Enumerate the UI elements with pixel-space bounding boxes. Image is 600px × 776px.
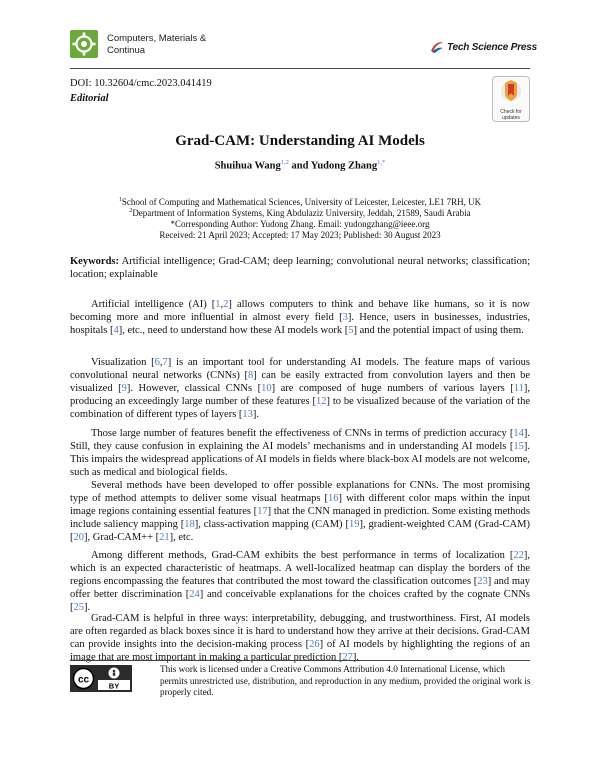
article-type: Editorial — [70, 93, 109, 104]
publisher-logo — [430, 40, 537, 54]
paragraph-text: ]. This impairs the widespread applications of AI models in fields where black-box AI models are not welcome, such as medical and biological fields. — [70, 441, 530, 479]
citation-link[interactable]: 5 — [348, 325, 354, 337]
journal-name-line2: Continua — [107, 45, 146, 56]
journal-name-line1: Computers, Materials & — [107, 33, 207, 44]
author-conjunction: and — [291, 160, 309, 172]
paragraph-text: Several methods have been developed to offer possible explanations for CNNs. The most promising type of method attempts to deliver some visual heatmaps [ — [70, 480, 530, 505]
paragraph-text: ] and the potential impact of using them. — [353, 325, 524, 337]
journal-name — [107, 33, 206, 57]
paragraph-text: ] of AI models by highlighting the regions of an image that are most important in making a particular prediction [ — [70, 639, 530, 664]
person-icon — [113, 670, 116, 673]
citation-link[interactable]: 21 — [159, 532, 170, 544]
affiliation-marker: 2 — [129, 208, 133, 214]
author-affiliation-marker[interactable]: 1,* — [377, 159, 386, 166]
paragraph-text: ], Grad-CAM++ [ — [84, 532, 160, 544]
check-badge-line1: Check for — [500, 109, 522, 115]
paragraph-text: ] allows computers to think and behave like humans, so it is now becoming more and more influential in almost every field [ — [70, 299, 530, 324]
keywords-text: Artificial intelligence; Grad-CAM; deep learning; convolutional neural networks; classification; location; explainable — [70, 256, 530, 280]
body-paragraph — [70, 298, 530, 337]
paragraph-text: ] are composed of huge numbers of various layers [ — [271, 383, 514, 395]
citation-link[interactable]: 19 — [348, 519, 360, 531]
paragraph-text: Artificial intelligence (AI) [ — [91, 299, 216, 310]
body-paragraph — [70, 356, 530, 421]
corresponding-author: *Corresponding Author: Yudong Zhang. Email: yudongzhang@ieee.org — [170, 219, 430, 229]
paragraph-text: , — [220, 299, 224, 310]
paragraph-text: ]. — [352, 652, 359, 664]
cc-label: cc — [77, 674, 90, 686]
article-title: Grad-CAM: Understanding AI Models — [175, 133, 425, 149]
paragraph-text: ], which is an expected characteristic of heatmaps. A well-localized heatmap can display the borders of the regions encompassing the features that contributed the most toward the classification outcomes [ — [70, 550, 530, 588]
affiliation-text: Department of Information Systems, King Abdulaziz University, Jeddah, 21589, Saudi Arabia — [132, 208, 471, 218]
header-rule — [70, 68, 530, 69]
doi[interactable]: DOI: 10.32604/cmc.2023.041419 — [70, 78, 212, 89]
paragraph-text: ]. However, classical CNNs [ — [126, 383, 262, 395]
affiliation-marker: 1 — [118, 197, 122, 203]
by-label: BY — [108, 681, 120, 691]
check-for-updates-badge[interactable] — [492, 76, 530, 122]
check-badge-line2: updates — [502, 114, 520, 121]
paragraph-text: ], gradient-weighted CAM (Grad-CAM) [ — [70, 519, 530, 544]
paragraph-text: ] can be easily extracted from convolution layers and then be visualized [ — [70, 370, 530, 395]
article-dates: Received: 21 April 2023; Accepted: 17 May 2023; Published: 30 August 2023 — [159, 230, 441, 240]
paragraph-text: ], etc. — [169, 532, 194, 544]
paragraph-text: ] with different color maps within the input image regions containing essential features [ — [70, 493, 530, 518]
paragraph-text: Among different methods, Grad-CAM exhibits the best performance in terms of localization [ — [91, 550, 514, 561]
paragraph-text: ], etc., need to understand how these AI models work [ — [118, 325, 349, 337]
paragraph-text: ], producing an exceedingly large number of these features [ — [70, 383, 530, 408]
citation-link[interactable]: 9 — [121, 383, 127, 395]
paragraph-text: ]. Hence, users in businesses, industries, hospitals [ — [70, 312, 530, 337]
body-paragraph — [70, 549, 530, 614]
journal-logo — [70, 30, 98, 58]
paragraph-text: ] and conceivable explanations for the choices crafted by the cognate CNNs [ — [70, 589, 530, 614]
keywords-label: Keywords: — [70, 256, 119, 267]
citation-link[interactable]: 18 — [184, 519, 195, 531]
footer-rule — [70, 660, 530, 661]
license-statement: This work is licensed under a Creative Commons Attribution 4.0 International License, which permits unrestricted use, distribution, and reproduction in any medium, provided the original work is properly cited. — [160, 664, 531, 697]
paragraph-text: ] to be visualized because of the variation of the combination of different types of layers [ — [70, 396, 531, 421]
citation-link[interactable]: 6 — [154, 357, 160, 368]
cc-by-license-badge[interactable] — [70, 665, 132, 692]
author-name: Yudong Zhang — [310, 160, 378, 172]
paragraph-text: ]. — [84, 602, 91, 614]
paragraph-text: Visualization [ — [91, 357, 155, 368]
affiliation-2 — [0, 206, 600, 219]
citation-link[interactable]: 2 — [223, 299, 229, 310]
citation-link[interactable]: 13 — [242, 409, 253, 421]
citation-link[interactable]: 23 — [477, 576, 488, 588]
author-name: Shuihua Wang — [214, 160, 281, 172]
author-affiliation-marker[interactable]: 1,2 — [280, 159, 289, 166]
bookmark-icon — [500, 80, 522, 104]
affiliation-text: School of Computing and Mathematical Sciences, University of Leicester, Leicester, LE1 7RH, UK — [121, 197, 482, 207]
citation-link[interactable]: 8 — [248, 370, 254, 382]
paragraph-text: Grad-CAM is helpful in three ways: interpretability, debugging, and trustworthiness. First, AI models are often regarded as black boxes since it is hard to understand how they arrive at their decisions. Grad-CAM can provide insights into the decision-making process [ — [70, 613, 530, 651]
citation-link[interactable]: 4 — [113, 325, 119, 337]
citation-link[interactable]: 16 — [328, 493, 339, 505]
citation-link[interactable]: 17 — [257, 506, 268, 518]
citation-link[interactable]: 7 — [162, 357, 168, 368]
citation-link[interactable]: 24 — [189, 589, 200, 601]
citation-link[interactable]: 22 — [513, 550, 524, 561]
citation-link[interactable]: 15 — [513, 441, 524, 453]
citation-link[interactable]: 20 — [73, 532, 84, 544]
citation-link[interactable]: 27 — [342, 652, 353, 664]
paragraph-text: ] and may offer better discrimination [ — [70, 576, 530, 601]
paragraph-text: ] that the CNN managed in prediction. Some existing methods include saliency mapping [ — [70, 506, 530, 531]
paragraph-text: , — [159, 357, 163, 368]
citation-link[interactable]: 3 — [342, 312, 348, 324]
body-paragraph — [70, 427, 530, 479]
paragraph-text: ], class-activation mapping (CAM) [ — [194, 519, 349, 531]
citation-link[interactable]: 1 — [215, 299, 221, 310]
body-paragraph — [70, 479, 530, 544]
paragraph-text: ]. Still, they cause confusion in explaining the AI models’ mechanisms and in understanding AI models [ — [70, 428, 530, 453]
author-list — [0, 159, 600, 172]
publisher-name: Tech Science Press — [447, 41, 537, 53]
citation-link[interactable]: 14 — [513, 428, 524, 439]
publisher-swoosh-icon — [430, 40, 444, 54]
citation-link[interactable]: 10 — [261, 383, 272, 395]
keywords — [70, 255, 530, 281]
paragraph-text: ] is an important tool for understanding AI models. The feature maps of various convolutional neural networks (CNNs) [ — [70, 357, 530, 382]
citation-link[interactable]: 26 — [309, 639, 320, 651]
citation-link[interactable]: 11 — [513, 383, 524, 395]
paragraph-text: ]. — [252, 409, 260, 421]
body-paragraph — [70, 612, 530, 664]
paragraph-text: Those large number of features benefit the effectiveness of CNNs in terms of prediction accuracy [ — [91, 428, 514, 439]
citation-link[interactable]: 25 — [73, 602, 84, 614]
citation-link[interactable]: 12 — [315, 396, 327, 408]
